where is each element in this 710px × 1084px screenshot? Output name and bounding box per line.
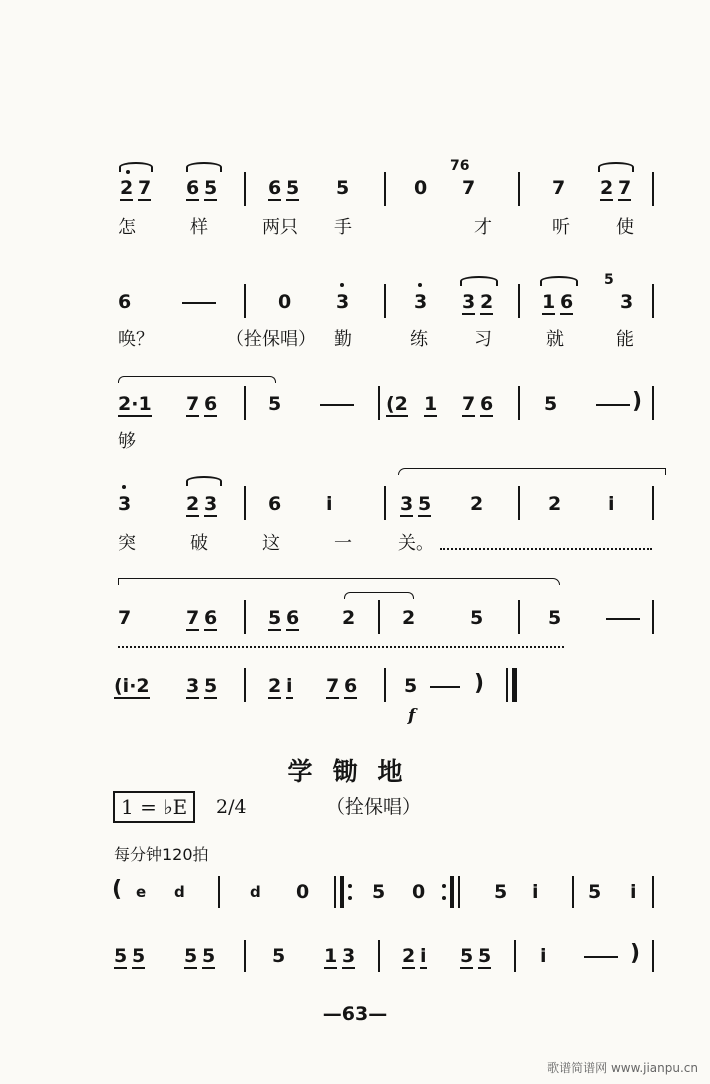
lyric: 使 <box>616 217 634 238</box>
note: 7 <box>618 177 632 199</box>
note: 2 <box>470 493 484 515</box>
slur <box>460 276 498 286</box>
note: 5 <box>202 945 216 967</box>
lyric: （拴保唱） <box>226 329 316 350</box>
note: 5 <box>114 945 128 967</box>
lyric: 突 <box>118 533 136 554</box>
lyric: 勤 <box>334 329 352 350</box>
note: 3 <box>620 291 634 313</box>
barline <box>244 600 246 634</box>
repeat-start-thin <box>334 876 336 908</box>
slur <box>186 162 222 172</box>
note: 5 <box>404 675 418 697</box>
barline <box>244 284 246 318</box>
barline <box>244 172 246 206</box>
note: 6 <box>286 607 300 629</box>
phrase-bracket <box>118 376 276 383</box>
lyric: 才 <box>474 217 492 238</box>
extension-dash <box>320 404 354 406</box>
barline <box>652 386 654 420</box>
note: 5 <box>336 177 350 199</box>
key-signature: 1 = ♭E <box>113 791 195 823</box>
note: 7 <box>118 607 132 629</box>
barline <box>514 940 516 972</box>
note: 5 <box>372 881 386 903</box>
note: 2 <box>480 291 494 313</box>
lyric: 破 <box>190 533 208 554</box>
extension-dash <box>584 956 618 958</box>
repeat-end-thick <box>450 876 454 908</box>
lyric: 怎 <box>118 217 136 238</box>
extension-dash <box>182 302 216 304</box>
note: 5 <box>418 493 432 515</box>
melisma-dotted-line <box>440 548 652 550</box>
note: 2 <box>600 177 614 199</box>
note: (i·2 <box>114 675 150 697</box>
note: 6 <box>268 493 282 515</box>
note: i <box>630 881 637 903</box>
note: 3 <box>186 675 200 697</box>
octave-dot <box>126 170 130 174</box>
note: i <box>540 945 547 967</box>
barline <box>244 668 246 702</box>
time-signature: 2/4 <box>216 796 247 818</box>
note: 7 <box>462 177 476 199</box>
barline <box>378 386 380 420</box>
note: 6 <box>560 291 574 313</box>
note: 1 <box>542 291 556 313</box>
note: 3 <box>342 945 356 967</box>
close-paren: ) <box>632 389 643 414</box>
grace-note: 5 <box>604 272 614 288</box>
note: d <box>250 883 261 901</box>
tempo-marking: 每分钟120拍 <box>114 845 209 864</box>
note: 2 <box>342 607 356 629</box>
repeat-start-thick <box>340 876 344 908</box>
watermark: 歌谱简谱网 www.jianpu.cn <box>547 1061 698 1075</box>
extension-dash <box>596 404 630 406</box>
note: 6 <box>480 393 494 415</box>
note: 2 <box>268 675 282 697</box>
note: (2 <box>386 393 408 415</box>
lyric: 习 <box>474 329 492 350</box>
barline <box>244 940 246 972</box>
barline <box>218 876 220 908</box>
slur <box>186 476 222 486</box>
barline <box>518 172 520 206</box>
note: 2 <box>402 945 416 967</box>
extension-dash <box>430 686 460 688</box>
lyric: 关。 <box>398 533 434 554</box>
note: 0 <box>412 881 426 903</box>
lyric: 一 <box>334 533 352 554</box>
note: 0 <box>414 177 428 199</box>
note: 0 <box>296 881 310 903</box>
barline <box>244 486 246 520</box>
lyric: 就 <box>546 329 564 350</box>
note: 6 <box>118 291 132 313</box>
note: 5 <box>544 393 558 415</box>
octave-dot <box>340 283 344 287</box>
barline <box>518 284 520 318</box>
page-number: —63— <box>322 1003 388 1025</box>
note: d <box>174 883 185 901</box>
barline <box>244 386 246 420</box>
melisma-dotted-line <box>118 646 564 648</box>
note: 7 <box>462 393 476 415</box>
note: 5 <box>588 881 602 903</box>
note: 7 <box>138 177 152 199</box>
open-paren: ( <box>112 877 123 902</box>
lyric: 够 <box>118 431 136 452</box>
note: 3 <box>462 291 476 313</box>
barline <box>652 876 654 908</box>
note: 1 <box>424 393 438 415</box>
note: 3 <box>414 291 428 313</box>
note: 2 <box>402 607 416 629</box>
octave-dot <box>418 283 422 287</box>
note: i <box>286 675 293 697</box>
note: 1 <box>324 945 338 967</box>
lyric: 听 <box>552 217 570 238</box>
slur <box>540 276 578 286</box>
lyric: 练 <box>410 329 428 350</box>
note: 6 <box>268 177 282 199</box>
note: 5 <box>478 945 492 967</box>
close-paren: ) <box>474 671 485 696</box>
note: e <box>136 883 147 901</box>
barline <box>652 284 654 318</box>
barline <box>652 600 654 634</box>
note: 5 <box>204 177 218 199</box>
note: 5 <box>470 607 484 629</box>
note: i <box>420 945 427 967</box>
barline <box>384 172 386 206</box>
note: 0 <box>278 291 292 313</box>
lyric: 两只 <box>262 217 298 238</box>
repeat-end-thin <box>458 876 460 908</box>
song-title: 学锄地 <box>287 757 423 786</box>
barline <box>378 940 380 972</box>
octave-dot <box>122 485 126 489</box>
barline <box>652 486 654 520</box>
note: 2 <box>120 177 134 199</box>
grace-notes: 76 <box>450 158 470 174</box>
barline <box>378 600 380 634</box>
close-paren: ) <box>630 941 641 966</box>
note: 6 <box>204 607 218 629</box>
note: 5 <box>268 607 282 629</box>
note: 3 <box>400 493 414 515</box>
note: i <box>326 493 333 515</box>
lyric: 手 <box>334 217 352 238</box>
barline <box>384 668 386 702</box>
tie-arc <box>118 578 560 585</box>
note: i <box>532 881 539 903</box>
barline <box>518 386 520 420</box>
note: 6 <box>186 177 200 199</box>
barline <box>652 172 654 206</box>
tie-arc <box>398 468 666 475</box>
note: 7 <box>186 393 200 415</box>
extension-dash <box>606 618 640 620</box>
note: 2 <box>186 493 200 515</box>
note: 2·1 <box>118 393 152 415</box>
barline <box>572 876 574 908</box>
note: 3 <box>336 291 350 313</box>
lyric: 这 <box>262 533 280 554</box>
note: 5 <box>204 675 218 697</box>
note: 5 <box>268 393 282 415</box>
slur <box>598 162 634 172</box>
lyric: 唤？ <box>118 329 154 350</box>
singer-note: （拴保唱） <box>326 796 422 818</box>
note: 5 <box>548 607 562 629</box>
barline <box>384 284 386 318</box>
note: 6 <box>344 675 358 697</box>
note: 5 <box>132 945 146 967</box>
dynamic-mark: f <box>408 706 416 726</box>
note: 5 <box>494 881 508 903</box>
note: 7 <box>186 607 200 629</box>
barline <box>384 486 386 520</box>
note: 7 <box>552 177 566 199</box>
note: 2 <box>548 493 562 515</box>
barline <box>518 600 520 634</box>
note: i <box>608 493 615 515</box>
barline <box>518 486 520 520</box>
note: 7 <box>326 675 340 697</box>
note: 3 <box>204 493 218 515</box>
note: 5 <box>272 945 286 967</box>
note: 3 <box>118 493 132 515</box>
note: 6 <box>204 393 218 415</box>
final-barline-thin <box>506 668 508 702</box>
note: 5 <box>184 945 198 967</box>
note: 5 <box>286 177 300 199</box>
lyric: 样 <box>190 217 208 238</box>
final-barline-thick <box>512 668 517 702</box>
tie-bracket <box>344 592 414 599</box>
barline <box>652 940 654 972</box>
lyric: 能 <box>616 329 634 350</box>
note: 5 <box>460 945 474 967</box>
